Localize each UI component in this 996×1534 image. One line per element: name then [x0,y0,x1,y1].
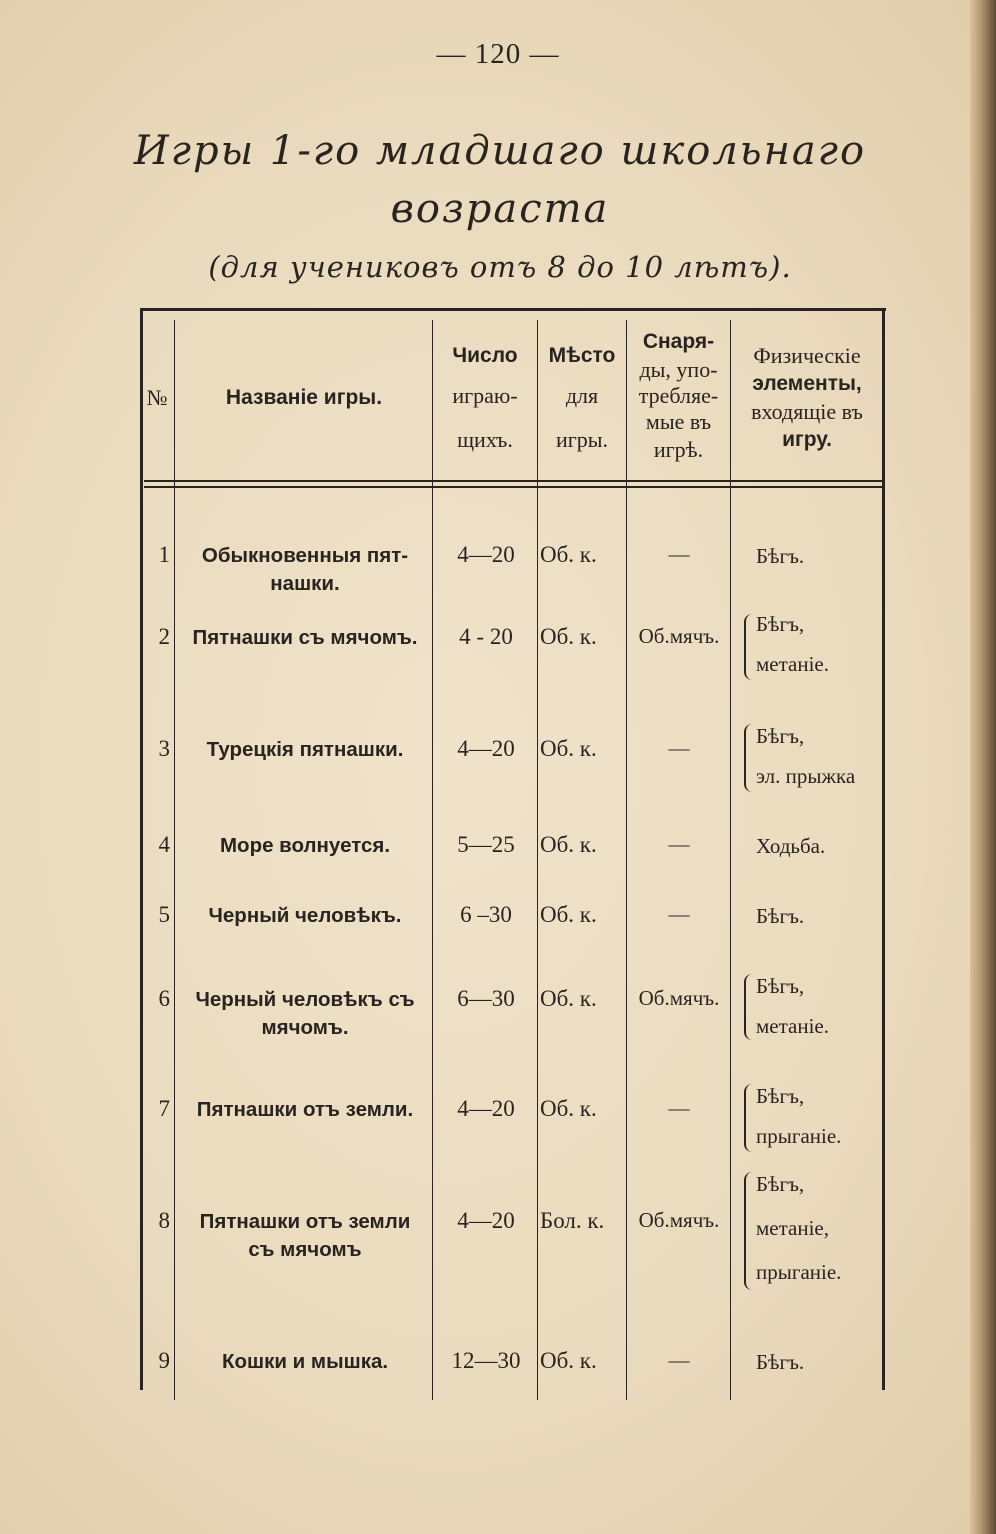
row-5-players: 6 –30 [460,902,512,927]
row-9-place: Об. к. [540,1348,597,1373]
row-6-elements-brace [744,974,756,1040]
row-2-name: Пятнашки съ мячомъ. [192,626,418,649]
row-2-num: 2 [158,624,170,649]
row-4-num: 4 [158,832,170,857]
row-8-place: Бол. к. [540,1208,605,1233]
row-6-num: 6 [158,986,170,1011]
col-rule-5 [730,320,731,1400]
col-rule-2 [432,320,433,1400]
page-number: — 120 — [436,38,560,70]
header-equip-4: мые въ [645,409,712,434]
row-8-name-line-2: съ мячомъ [248,1238,362,1261]
row-1-place: Об. к. [540,542,597,567]
row-5-equip: — [668,902,690,926]
row-7-name: Пятнашки отъ земли. [196,1098,414,1121]
header-name: Названіе игры. [225,386,383,409]
page-subtitle: (для учениковъ отъ 8 до 10 лѣтъ). [208,250,792,284]
row-3-elements-line-2: эл. прыжка [756,764,856,788]
row-5-elements: Бѣгъ. [756,904,805,928]
row-6-place: Об. к. [540,986,597,1011]
header-equip-5: игрѣ. [653,437,704,462]
row-7-players: 4—20 [457,1096,515,1121]
row-4-place: Об. к. [540,832,597,857]
row-3-elements-line-1: Бѣгъ, [756,724,805,748]
row-8-players: 4—20 [457,1208,515,1233]
row-9-name: Кошки и мышка. [221,1350,389,1373]
header-equip-3: требляе- [638,383,719,408]
row-3-name: Турецкія пятнашки. [206,738,404,761]
header-elem-4: игру. [782,428,832,451]
row-1-name-line-2: нашки. [270,572,340,595]
row-6-name-line-2: мячомъ. [261,1016,349,1039]
row-7-num: 7 [158,1096,170,1121]
header-equip-2: ды, упо- [639,357,718,382]
header-place-1: Мѣсто [548,344,616,367]
row-1-players: 4—20 [457,542,515,567]
col-rule-4 [626,320,627,1400]
row-2-elements-brace [744,614,756,680]
header-place-2: для [565,383,599,408]
row-1-num: 1 [158,542,170,567]
row-7-place: Об. к. [540,1096,597,1121]
row-7-elements-line-1: Бѣгъ, [756,1084,805,1108]
table-top-rule [140,308,886,311]
row-3-players: 4—20 [457,736,515,761]
row-6-name-line-1: Черный человѣкъ съ [195,988,415,1011]
col-rule-1 [174,320,175,1400]
row-8-elements-line-1: Бѣгъ, [756,1172,805,1196]
row-7-elements-brace [744,1084,756,1152]
row-2-place: Об. к. [540,624,597,649]
header-equip-1: Снаря- [642,330,715,353]
row-1-equip: — [668,542,690,566]
row-8-num: 8 [158,1208,170,1233]
row-3-place: Об. к. [540,736,597,761]
row-2-equip: Об.мячъ. [638,624,720,648]
row-8-elements-line-2: метаніе, [756,1216,830,1240]
row-6-elements-line-1: Бѣгъ, [756,974,805,998]
header-players-1: Число [452,344,518,367]
col-rule-3 [537,320,538,1400]
row-6-equip: Об.мячъ. [638,986,720,1010]
row-6-players: 6—30 [457,986,515,1011]
header-num: № [146,385,168,410]
header-players-2: играю- [452,383,518,408]
header-place-3: игры. [555,427,609,452]
row-4-equip: — [668,832,690,856]
games-table [140,308,886,1398]
row-5-num: 5 [158,902,170,927]
header-divider-2 [144,486,884,488]
page-title-line-1: Игры 1-го младшаго школьнаго [133,128,867,174]
row-5-place: Об. к. [540,902,597,927]
page-title-line-2: возраста [390,186,610,232]
row-1-elements: Бѣгъ. [756,544,805,568]
header-divider-1 [144,480,884,482]
header-elem-3: входящіе въ [751,399,863,424]
row-3-num: 3 [158,736,170,761]
row-9-num: 9 [158,1348,170,1373]
row-1-name-line-1: Обыкновенныя пят- [201,544,409,567]
row-2-elements-line-1: Бѣгъ, [756,612,805,636]
row-8-elements-line-3: прыганіе. [756,1260,842,1284]
row-7-elements-line-2: прыганіе. [756,1124,842,1148]
row-6-elements-line-2: метаніе. [756,1014,830,1038]
header-players-3: щихъ. [457,427,513,452]
header-elem-1: Физическіе [753,343,861,368]
row-5-name: Черный человѣкъ. [208,904,402,927]
row-2-elements-line-2: метаніе. [756,652,830,676]
row-7-equip: — [668,1096,690,1120]
row-8-name-line-1: Пятнашки отъ земли [199,1210,411,1233]
row-4-name: Море волнуется. [219,834,391,857]
header-elem-2: элементы, [752,372,862,395]
row-3-equip: — [668,736,690,760]
row-9-elements: Бѣгъ. [756,1350,805,1374]
row-4-players: 5—25 [457,832,515,857]
row-2-players: 4 - 20 [459,624,513,649]
row-3-elements-brace [744,724,756,792]
row-9-equip: — [668,1348,690,1372]
row-8-equip: Об.мячъ. [638,1208,720,1232]
book-spine-shadow [970,0,996,1534]
row-9-players: 12—30 [451,1348,521,1373]
row-4-elements: Ходьба. [756,834,826,858]
row-8-elements-brace [744,1172,756,1290]
